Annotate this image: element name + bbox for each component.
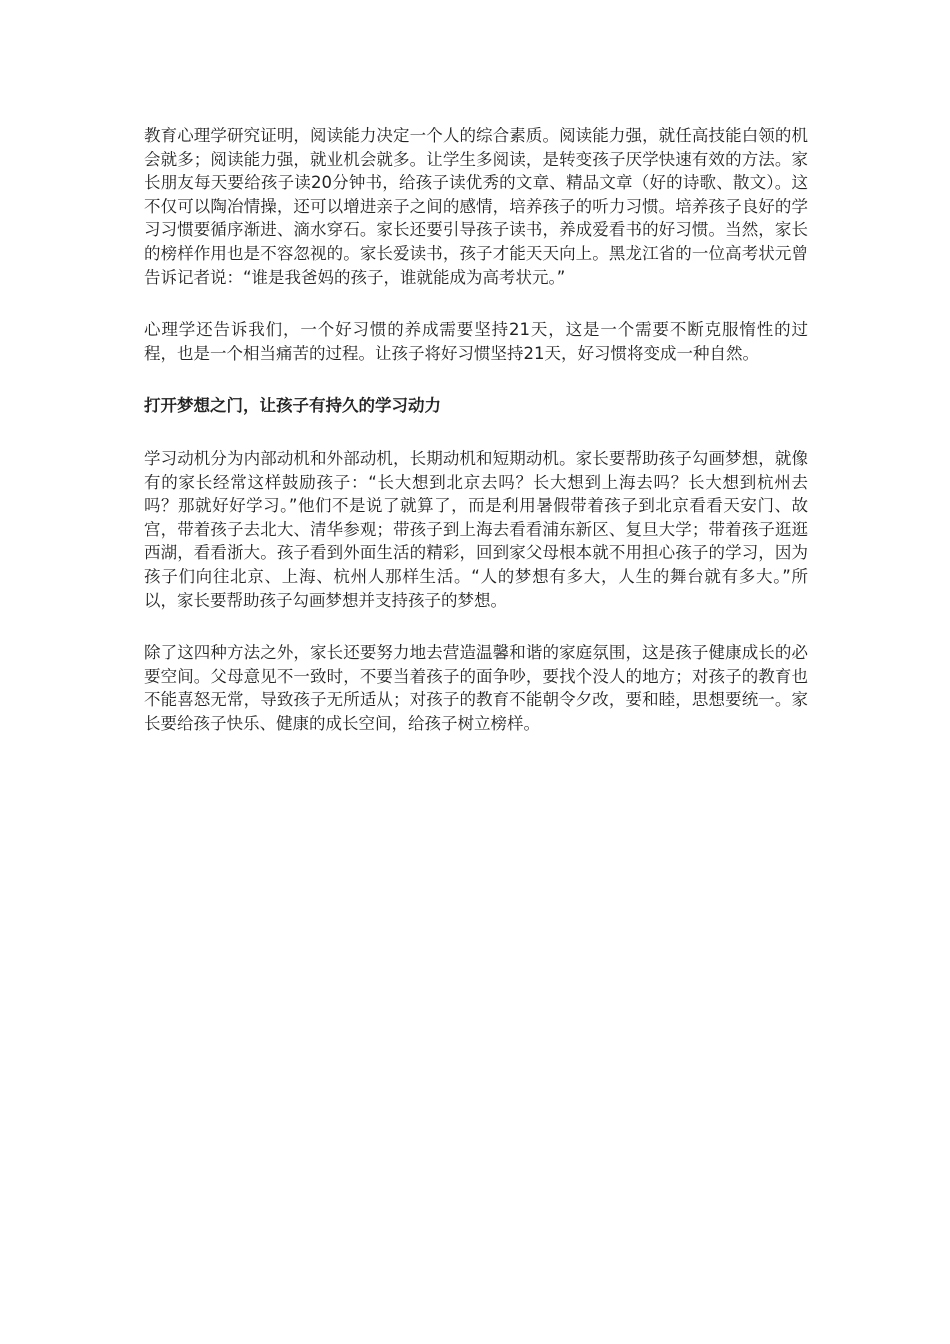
document-page bbox=[144, 124, 808, 764]
section-heading-dreams: 打开梦想之门，让孩子有持久的学习动力 bbox=[144, 396, 441, 416]
paragraph-good-habits: 心理学还告诉我们，一个好习惯的养成需要坚持21天，这是一个需要不断克服惰性的过程，也是一个相当痛苦的过程。让孩子将好习惯坚持21天，好习惯将变成一种自然。 bbox=[144, 320, 808, 363]
paragraph-family-atmosphere: 除了这四种方法之外，家长还要努力地去营造温馨和谐的家庭氛围，这是孩子健康成长的必要空间。父母意见不一致时，不要当着孩子的面争吵，要找个没人的地方；对孩子的教育也不能喜怒无常，导致孩子无所适从；对孩子的教育不能朝令夕改，要和睦，思想要统一。家长要给孩子快乐、健康的成长空间，给孩子树立榜样。 bbox=[144, 643, 808, 733]
paragraph-reading-ability: 教育心理学研究证明，阅读能力决定一个人的综合素质。阅读能力强，就任高技能白领的机会就多；阅读能力强，就业机会就多。让学生多阅读，是转变孩子厌学快速有效的方法。家长朋友每天要给孩子读20分钟书，给孩子读优秀的文章、精品文章（好的诗歌、散文）。这不仅可以陶冶情操，还可以增进亲子之间的感情，培养孩子的听力习惯。培养孩子良好的学习习惯要循序渐进、滴水穿石。家长还要引导孩子读书，养成爱看书的好习惯。当然，家长的榜样作用也是不容忽视的。家长爱读书，孩子才能天天向上。黑龙江省的一位高考状元曾告诉记者说：“谁是我爸妈的孩子，谁就能成为高考状元。” bbox=[144, 126, 808, 287]
paragraph-motivation: 学习动机分为内部动机和外部动机，长期动机和短期动机。家长要帮助孩子勾画梦想，就像有的家长经常这样鼓励孩子：“长大想到北京去吗？长大想到上海去吗？长大想到杭州去吗？那就好好学习。”他们不是说了就算了，而是利用暑假带着孩子到北京看看天安门、故宫，带着孩子去北大、清华参观；带孩子到上海去看看浦东新区、复旦大学；带着孩子逛逛西湖，看看浙大。孩子看到外面生活的精彩，回到家父母根本就不用担心孩子的学习，因为孩子们向往北京、上海、杭州人那样生活。“人的梦想有多大，人生的舞台就有多大。”所以，家长要帮助孩子勾画梦想并支持孩子的梦想。 bbox=[144, 448, 808, 610]
